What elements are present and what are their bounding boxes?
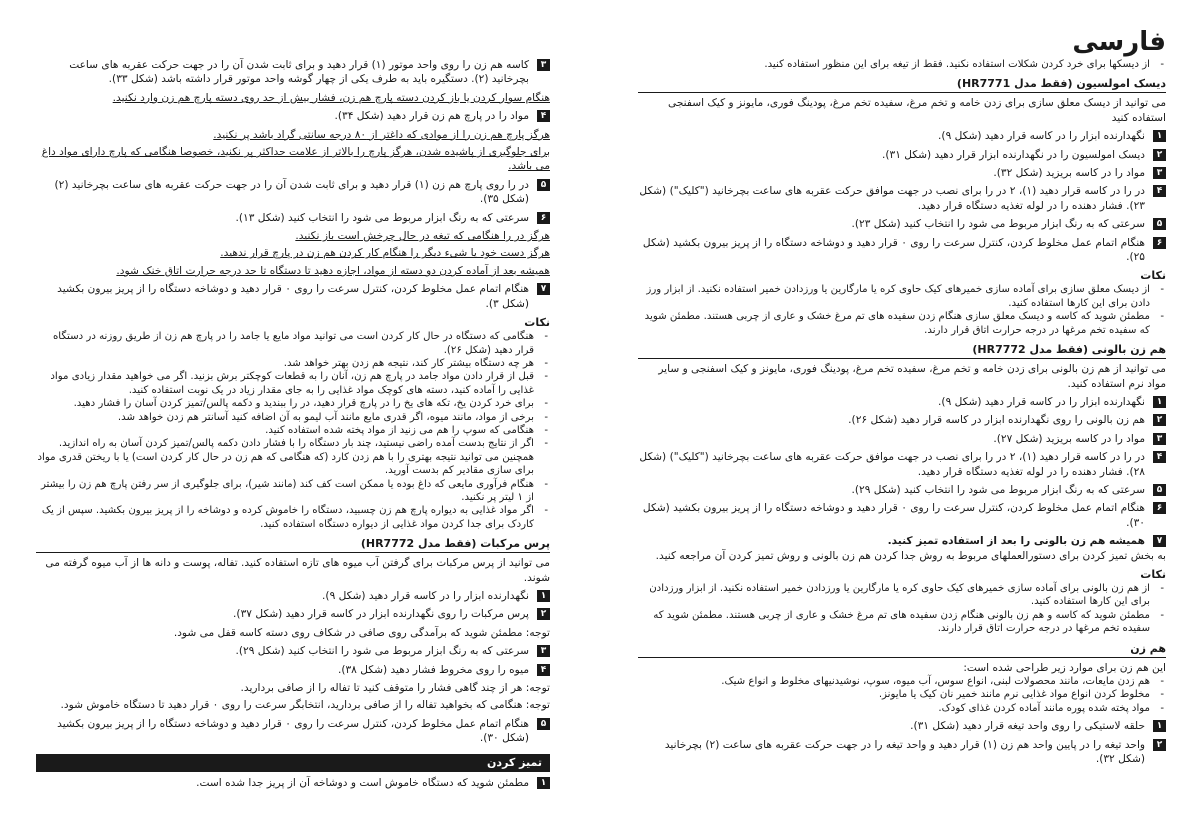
step-number: ۲ bbox=[537, 608, 550, 620]
step-number: ۶ bbox=[1153, 237, 1166, 249]
step-text: میوه را روی مخروط فشار دهید (شکل ۳۸). bbox=[337, 663, 529, 676]
step-text: مطمئن شوید که دستگاه خاموش است و دوشاخه آن از پریز جدا شده است. bbox=[196, 776, 529, 789]
step-item bbox=[36, 282, 550, 311]
warning-text: برای جلوگیری از پاشیده شدن، هرگز پارچ را بالاتر از علامت حداکثر پر نکنید، خصوصا هنگامی که پارچ دارای مواد داغ می باشد. bbox=[41, 146, 550, 173]
step-text: واحد تیغه را در پایین واحد هم زن (۱) قرار دهید و واحد تیغه را در جهت حرکت عقربه های ساعت (۲) بچرخانید (شکل ۳۲). bbox=[664, 738, 1145, 766]
step-number: ۳ bbox=[1153, 433, 1166, 445]
intro-notes bbox=[638, 58, 1166, 71]
step-item bbox=[638, 395, 1166, 409]
note-item: - مطمئن شوید که کاسه و هم زن بالونی هنگام زدن سفیده های تم مرغ خشک و عاری از چربی هستند. مطمئن شوید که سفیده تخم مرغها در درجه حرارت اتاق قرار دارند. bbox=[638, 609, 1166, 636]
balloon-steps bbox=[638, 395, 1166, 563]
step-number: ۷ bbox=[537, 283, 550, 295]
right-column bbox=[638, 26, 1166, 834]
step-item bbox=[36, 776, 550, 790]
step-number: ۳ bbox=[537, 59, 550, 71]
emulsion-notes bbox=[638, 283, 1166, 337]
note-item: - برای خرد کردن یخ، تکه های یخ را در پارچ قرار دهید، در را ببندید و دکمه پالس/تمیز کردن آسان را فشار دهید. bbox=[36, 397, 550, 410]
note-item: - مطمئن شوید که کاسه و دیسک معلق سازی هنگام زدن سفیده های تم مرغ خشک و عاری از چربی هستند. مطمئن شوید که سفیده تخم مرغها در درجه حرارت اتاق قرار دارند. bbox=[638, 310, 1166, 337]
warning-text: هرگز دست خود یا شیء دیگر را هنگام کار کردن هم زن در پارچ قرار ندهید. bbox=[220, 247, 550, 260]
step-item bbox=[638, 148, 1166, 162]
step-number: ۴ bbox=[537, 110, 550, 122]
section-title-citrus-press: پرس مرکبات (فقط مدل HR7772) bbox=[36, 536, 550, 553]
step-item bbox=[638, 719, 1166, 733]
step-number: ۲ bbox=[1153, 414, 1166, 426]
step-text: پرس مرکبات را روی نگهدارنده ابزار در کاسه قرار دهید (شکل ۳۷). bbox=[233, 608, 529, 621]
step-number: ۵ bbox=[1153, 218, 1166, 230]
step-text: در را در کاسه قرار دهید (۱)، ۲ در را برای نصب در جهت موافق حرکت عقربه های ساعت بچرخانید ("کلیک") (شکل ۲۳). فشار دهنده را در لوله تغذیه دستگاه قرار دهید. bbox=[639, 185, 1145, 212]
use-item: - مخلوط کردن انواع مواد غذایی نرم مانند خمیر نان کیک یا مایونز. bbox=[638, 688, 1166, 701]
step-item bbox=[36, 663, 550, 677]
section-title-mixer: هم زن bbox=[638, 641, 1166, 658]
step-item bbox=[36, 717, 550, 746]
step-text: مواد را در پارچ هم زن قرار دهید (شکل ۳۴). bbox=[334, 110, 529, 123]
step-text: هنگام اتمام عمل مخلوط کردن، کنترل سرعت را روی ۰ قرار دهید و دوشاخه دستگاه را از پریز بیرون بکشید (شکل ۳۰). bbox=[57, 717, 529, 745]
warning-text: همیشه بعد از آماده کردن دو دسته از مواد، اجازه دهید تا دستگاه تا حد درجه حرارت اتاق خنک شود. bbox=[116, 264, 550, 277]
mixer-steps bbox=[638, 719, 1166, 766]
use-item: - مواد پخته شده پوره مانند آماده کردن غذای کودک. bbox=[638, 702, 1166, 715]
step-item bbox=[638, 236, 1166, 265]
step-text: کاسه هم زن را روی واحد موتور (۱) قرار دهید و برای ثابت شدن آن را در جهت حرکت عقربه های ساعت بچرخانید (۲). دستگیره باید به طرف یکی از چهار گوشه واحد موتور قرار داشته باشد (شکل ۳۳). bbox=[69, 59, 529, 86]
notes-heading: نکات bbox=[1140, 269, 1166, 283]
step-item bbox=[638, 501, 1166, 530]
step-extra-text: به بخش تمیز کردن برای دستورالعملهای مربوط به روش جدا کردن هم زن بالونی و روش تمیز کردن آن مراجعه کنید. bbox=[655, 549, 1166, 562]
press-note: توجه: مطمئن شوید که برآمدگی روی صافی در شکاف روی دسته کاسه قفل می شود. bbox=[173, 626, 550, 639]
note-item: - از دیسکها برای خرد کردن شکلات استفاده نکنید. فقط از تیغه برای این منظور استفاده کنید. bbox=[638, 58, 1166, 71]
step-number: ۳ bbox=[1153, 167, 1166, 179]
step-number: ۱ bbox=[1153, 720, 1166, 732]
step-number: ۴ bbox=[1153, 451, 1166, 463]
step-text: سرعتی که به رنگ ابزار مربوط می شود را انتخاب کنید (شکل ۲۹). bbox=[851, 483, 1145, 496]
step-item bbox=[36, 644, 550, 658]
step-item bbox=[638, 217, 1166, 231]
step-item bbox=[638, 413, 1166, 427]
step-item bbox=[638, 450, 1166, 479]
step-item bbox=[638, 534, 1166, 548]
step-number: ۴ bbox=[1153, 185, 1166, 197]
press-note: توجه: هر از چند گاهی فشار را متوقف کنید تا تفاله را از صافی بردارید. bbox=[240, 682, 550, 695]
left-column bbox=[36, 58, 550, 834]
step-text: مواد را در کاسه بریزید (شکل ۲۷). bbox=[993, 432, 1145, 445]
use-item: - هم زدن مایعات، مانند محصولات لبنی، انواع سوس، آب میوه، سوپ، نوشیدنیهای مخلوط و انواع شیک. bbox=[638, 675, 1166, 688]
blender-notes bbox=[36, 330, 550, 531]
step-item bbox=[638, 166, 1166, 180]
step-item bbox=[36, 109, 550, 123]
note-item: - هنگام فرآوری مایعی که داغ بوده یا ممکن است کف کند (مانند شیر)، برای جلوگیری از سر رفتن پارچ هم زن را بیشتر از ۱ لیتر پر نکنید. bbox=[36, 478, 550, 505]
note-item: - قبل از قرار دادن مواد جامد در پارچ هم زن، آنان را به قطعات کوچکتر برش بزنید. اگر می خواهید مقدار زیادی مواد غذایی را آماده کنید، دسته های کوچک مواد غذایی را به جای مقدار زیاد در یک نوبت استفاده کنید. bbox=[36, 370, 550, 397]
step-text: نگهدارنده ابزار را در کاسه قرار دهید (شکل ۹). bbox=[322, 590, 529, 602]
step-number: ۵ bbox=[1153, 484, 1166, 496]
step-text: حلقه لاستیکی را روی واحد تیغه قرار دهید (شکل ۳۱). bbox=[910, 720, 1145, 733]
step-number: ۴ bbox=[537, 664, 550, 676]
section-title-cleaning: تمیز کردن bbox=[36, 754, 550, 772]
section-title-emulsion: دیسک امولسیون (فقط مدل HR7771) bbox=[638, 76, 1166, 93]
step-item bbox=[36, 58, 550, 87]
step-text: سرعتی که به رنگ ابزار مربوط می شود را انتخاب کنید (شکل ۱۳). bbox=[235, 211, 529, 224]
note-item: - از هم زن بالونی برای آماده سازی خمیرهای کیک حاوی کره یا مارگارین یا ورزدادن خمیر استفاده نکنید. از ابزار ورزدادن برای این کارها استفاده کنید. bbox=[638, 582, 1166, 609]
emulsion-steps bbox=[638, 129, 1166, 264]
step-item bbox=[638, 432, 1166, 446]
step-text: در را روی پارچ هم زن (۱) قرار دهید و برای ثابت شدن آن را در جهت حرکت عقربه های ساعت بچرخانید (۲) (شکل ۳۵). bbox=[54, 178, 529, 206]
step-item bbox=[638, 129, 1166, 143]
mixer-intro: این هم زن برای موارد زیر طراحی شده است: bbox=[963, 661, 1166, 674]
language-title: فارسی bbox=[1072, 27, 1166, 57]
step-number: ۱ bbox=[537, 777, 550, 789]
step-item bbox=[638, 184, 1166, 213]
step-text: دیسک امولسیون را در نگهدارنده ابزار قرار دهید (شکل ۳۱). bbox=[882, 148, 1145, 161]
step-number: ۱ bbox=[537, 590, 550, 602]
note-item: - هنگامی که دستگاه در حال کار کردن است می توانید مواد مایع یا جامد را در پارچ هم زن از طریق روزنه در دستگاه قرار دهید (شکل ۲۶). bbox=[36, 330, 550, 357]
emulsion-intro: می توانید از دیسک معلق سازی برای زدن خامه و تخم مرغ، سفیده تخم مرغ، پودینگ فوری، مایونز و کیک اسفنجی استفاده کنید bbox=[668, 97, 1166, 124]
step-number: ۵ bbox=[537, 179, 550, 191]
step-text: مواد را در کاسه بریزید (شکل ۳۲). bbox=[993, 167, 1145, 180]
step-item bbox=[36, 589, 550, 603]
note-item: - اگر مواد غذایی به دیواره پارچ هم زن چسبید، دستگاه را خاموش کرده و دوشاخه را از پریز بیرون بکشید. سپس از یک کاردک برای جدا کردن مواد غذایی از دیواره دستگاه استفاده کنید. bbox=[36, 504, 550, 531]
mixer-uses bbox=[638, 675, 1166, 715]
press-note: توجه: هنگامی که بخواهید تفاله را از صافی بردارید، انتخابگر سرعت را روی ۰ قرار دهید تا دستگاه خاموش شود. bbox=[60, 699, 550, 712]
step-item bbox=[36, 607, 550, 621]
step-text: سرعتی که به رنگ ابزار مربوط می شود را انتخاب کنید (شکل ۲۳). bbox=[851, 218, 1145, 231]
note-item: - هر چه دستگاه بیشتر کار کند، نتیجه هم زدن بهتر خواهد شد. bbox=[36, 357, 550, 370]
note-item: - اگر از نتایج بدست آمده راضی نیستید، چند بار دستگاه را با فشار دادن دکمه پالس/تمیز کردن آسان به راه اندازید. همچنین می توانید نتیجه بهتری را با هم زدن کارد (که هنگامی که هم زن در حال کار کردن است) یا با ریختن قدری مواد برای سازی مقادیر کم بدست آورید. bbox=[36, 437, 550, 477]
step-text: هنگام اتمام عمل مخلوط کردن، کنترل سرعت را روی ۰ قرار دهید و دوشاخه دستگاه را از پریز بیرون بکشید (شکل ۳۰). bbox=[642, 502, 1145, 529]
step-item bbox=[36, 178, 550, 207]
note-item: - برخی از مواد، مانند میوه، اگر قدری مایع مانند آب لیمو به آن اضافه کنید آسانتر هم زدن خواهد شد. bbox=[36, 411, 550, 424]
step-number: ۱ bbox=[1153, 396, 1166, 408]
notes-heading: نکات bbox=[1140, 567, 1166, 581]
step-number: ۶ bbox=[1153, 502, 1166, 514]
step-item bbox=[638, 738, 1166, 767]
step-text: همیشه هم زن بالونی را بعد از استفاده تمیز کنید. bbox=[887, 535, 1145, 548]
step-text: هنگام اتمام عمل مخلوط کردن، کنترل سرعت را روی ۰ قرار دهید و دوشاخه دستگاه را از پریز بیرون بکشید (شکل ۳). bbox=[57, 283, 529, 310]
press-intro: می توانید از پرس مرکبات برای گرفتن آب میوه های تازه استفاده کنید. تفاله، پوست و دانه ها از آب میوه گرفته می شوند. bbox=[45, 557, 550, 584]
note-item: - هنگامی که سوپ را هم می زنید از مواد پخته شده استفاده کنید. bbox=[36, 424, 550, 437]
step-item bbox=[638, 483, 1166, 497]
warning-text: هرگز پارچ هم زن را از موادی که داغتر از ۸۰ درجه سانتی گراد باشد پر نکنید. bbox=[213, 128, 550, 141]
step-number: ۵ bbox=[537, 718, 550, 730]
step-text: در را در کاسه قرار دهید (۱)، ۲ در را برای نصب در جهت موافق حرکت عقربه های ساعت بچرخانید ("کلیک") (شکل ۲۸). فشار دهنده را در لوله تغذیه دستگاه قرار دهید. bbox=[639, 451, 1145, 478]
step-number: ۷ bbox=[1153, 535, 1166, 547]
step-number: ۳ bbox=[537, 645, 550, 657]
section-title-balloon: هم زن بالونی (فقط مدل HR7772) bbox=[638, 342, 1166, 359]
step-number: ۲ bbox=[1153, 739, 1166, 751]
balloon-intro: می توانید از هم زن بالونی برای زدن خامه و تخم مرغ، سفیده تخم مرغ، پودینگ فوری، مایونز و کیک اسفنجی و سایر مواد نرم استفاده کنید. bbox=[658, 363, 1166, 390]
warning-text: هرگز در را هنگامی که تیغه در حال چرخش است باز نکنید. bbox=[295, 230, 550, 243]
notes-heading: نکات bbox=[524, 316, 550, 330]
step-number: ۲ bbox=[1153, 149, 1166, 161]
balloon-notes bbox=[638, 582, 1166, 636]
step-text: هم زن بالونی را روی نگهدارنده ابزار در کاسه قرار دهید (شکل ۲۶). bbox=[848, 414, 1145, 427]
step-number: ۱ bbox=[1153, 130, 1166, 142]
note-item: - از دیسک معلق سازی برای آماده سازی خمیرهای کیک حاوی کره یا مارگارین یا ورزدادن خمیر استفاده نکنید. از ابزار ورز دادن برای این کارها استفاده کنید. bbox=[638, 283, 1166, 310]
warning-text: هنگام سوار کردن یا باز کردن دسته پارچ هم زن، فشار بیش از حد روی دسته پارچ هم زن وارد نکنید. bbox=[112, 91, 550, 104]
step-text: هنگام اتمام عمل مخلوط کردن، کنترل سرعت را روی ۰ قرار دهید و دوشاخه دستگاه را از پریز بیرون بکشید (شکل ۲۵). bbox=[642, 236, 1145, 264]
step-text: سرعتی که به رنگ ابزار مربوط می شود را انتخاب کنید (شکل ۲۹). bbox=[235, 645, 529, 658]
step-number: ۶ bbox=[537, 212, 550, 224]
step-text: نگهدارنده ابزار را در کاسه قرار دهید (شکل ۹). bbox=[938, 395, 1145, 408]
step-item bbox=[36, 211, 550, 225]
step-text: نگهدارنده ابزار را در کاسه قرار دهید (شکل ۹). bbox=[938, 130, 1145, 143]
